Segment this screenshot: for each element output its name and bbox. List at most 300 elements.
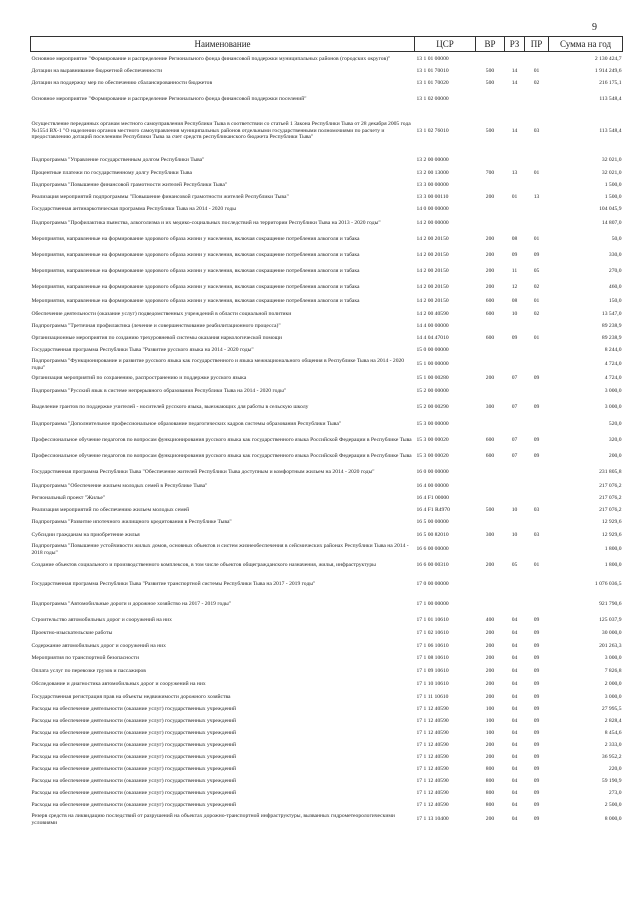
- table-row: [31, 574, 623, 595]
- cell-pr: 03: [533, 507, 540, 514]
- cell-name: Подпрограмма "Дополнительное профессиональное образование педагогических кадров системы образования Республики Тыва": [31, 421, 342, 428]
- cell-rz: 04: [511, 680, 518, 687]
- cell-pr: [525, 385, 549, 398]
- table-row: [31, 493, 623, 505]
- cell-vr: 400: [485, 616, 495, 623]
- cell-vr: 500: [485, 127, 495, 134]
- cell-csr: 17 1 08 10610: [416, 655, 449, 662]
- cell-rz: 04: [511, 616, 518, 623]
- cell-sum: 2 828,4: [604, 718, 622, 725]
- table-row: [31, 740, 623, 752]
- cell-csr: 15 1 00 00280: [416, 375, 449, 382]
- cell-name: Государственная программа Республики Тыва "Развитие транспортной системы Республики Тыва на 2017 - 2019 годы": [31, 580, 316, 587]
- cell-pr: [525, 345, 549, 357]
- cell-name: Основное мероприятие "Формирование и распределение Регионального фонда финансовой поддержки муниципальных районов (городских округов)": [31, 55, 391, 62]
- cell-name: Мероприятия, направленные на формирование здорового образа жизни у населения, включая сокращение потребления алкоголя и табака: [31, 298, 360, 305]
- cell-csr: 15 0 00 00000: [416, 347, 449, 354]
- cell-vr: 200: [485, 562, 495, 569]
- cell-vr: 200: [485, 236, 495, 243]
- cell-rz: 04: [511, 766, 518, 773]
- cell-sum: 3 000,0: [604, 387, 622, 394]
- cell-pr: 09: [533, 667, 540, 674]
- cell-name: Подпрограмма "Повышение финансовой грамотности жителей Республики Тыва": [31, 182, 228, 189]
- cell-sum: 3 000,0: [604, 655, 622, 662]
- cell-vr: 200: [485, 252, 495, 259]
- cell-rz: 10: [511, 531, 518, 538]
- cell-pr: 13: [533, 194, 540, 201]
- cell-rz: [505, 574, 525, 595]
- cell-pr: [525, 90, 549, 109]
- cell-vr: 200: [485, 642, 495, 649]
- header-csr: ЦСР: [415, 37, 476, 52]
- table-row: [31, 204, 623, 216]
- cell-name: Расходы на обеспечение деятельности (оказание услуг) государственных учреждений: [31, 718, 237, 725]
- cell-sum: 89 238,9: [601, 335, 622, 342]
- cell-sum: 2 333,0: [604, 742, 622, 749]
- cell-vr: 600: [485, 437, 495, 444]
- table-row: [31, 280, 623, 296]
- cell-csr: 15 3 00 00000: [416, 421, 449, 428]
- cell-pr: 01: [533, 236, 540, 243]
- cell-sum: 1 800,0: [604, 546, 622, 553]
- table-row: [31, 542, 623, 558]
- cell-pr: [525, 357, 549, 373]
- table-row: [31, 154, 623, 168]
- cell-csr: 15 1 00 00000: [416, 361, 449, 368]
- cell-vr: 600: [485, 335, 495, 342]
- cell-sum: 1 800,0: [604, 562, 622, 569]
- cell-vr: [476, 542, 505, 558]
- cell-pr: 09: [533, 754, 540, 761]
- cell-rz: [505, 216, 525, 232]
- cell-csr: 16 0 00 00000: [416, 469, 449, 476]
- cell-sum: 1 500,0: [604, 182, 622, 189]
- cell-sum: 125 037,9: [599, 616, 622, 623]
- cell-vr: 200: [485, 268, 495, 275]
- cell-rz: 08: [511, 298, 518, 305]
- cell-pr: [525, 481, 549, 493]
- cell-rz: 04: [511, 667, 518, 674]
- cell-rz: 13: [511, 170, 518, 177]
- cell-vr: [476, 216, 505, 232]
- cell-rz: [505, 517, 525, 529]
- cell-sum: 1 500,0: [604, 194, 622, 201]
- cell-vr: [476, 357, 505, 373]
- table-row: [31, 308, 623, 321]
- cell-sum: 270,0: [608, 268, 622, 275]
- cell-name: Государственная программа Республики Тыва "Развитие русского языка на 2014 - 2020 годы": [31, 347, 254, 354]
- cell-rz: [505, 180, 525, 192]
- table-row: [31, 627, 623, 640]
- cell-sum: 220,0: [608, 766, 622, 773]
- cell-pr: [525, 52, 549, 66]
- cell-sum: 32 021,0: [601, 170, 622, 177]
- cell-sum: 520,0: [608, 421, 622, 428]
- cell-sum: 8 000,0: [604, 816, 622, 823]
- cell-sum: 32 021,0: [601, 157, 622, 164]
- cell-csr: 13 1 02 76010: [416, 127, 449, 134]
- cell-name: Мероприятия, направленные на формирование здорового образа жизни у населения, включая сокращение потребления алкоголя и табака: [31, 252, 360, 259]
- table-row: [31, 764, 623, 776]
- table-row: [31, 481, 623, 493]
- table-row: [31, 168, 623, 180]
- cell-vr: [476, 481, 505, 493]
- cell-vr: 800: [485, 766, 495, 773]
- cell-pr: 09: [533, 693, 540, 700]
- header-sum: Сумма на год: [549, 37, 623, 52]
- cell-pr: [525, 595, 549, 614]
- cell-pr: 09: [533, 730, 540, 737]
- cell-pr: 03: [533, 127, 540, 134]
- cell-sum: 2 000,0: [604, 680, 622, 687]
- cell-name: Мероприятия, направленные на формирование здорового образа жизни у населения, включая сокращение потребления алкоголя и табака: [31, 236, 360, 243]
- cell-csr: 14 2 00 00000: [416, 220, 449, 227]
- cell-csr: 15 3 00 00020: [416, 453, 449, 460]
- cell-pr: 09: [533, 375, 540, 382]
- cell-pr: [525, 542, 549, 558]
- cell-csr: 14 4 04 47010: [416, 335, 449, 342]
- cell-pr: 09: [533, 437, 540, 444]
- cell-vr: [476, 204, 505, 216]
- cell-rz: 01: [511, 194, 518, 201]
- cell-rz: 04: [511, 802, 518, 809]
- cell-sum: 217 076,2: [599, 483, 622, 490]
- cell-vr: 600: [485, 298, 495, 305]
- cell-sum: 14 807,0: [601, 220, 622, 227]
- table-row: [31, 232, 623, 248]
- cell-sum: 217 076,2: [599, 507, 622, 514]
- cell-rz: [505, 204, 525, 216]
- cell-rz: 04: [511, 742, 518, 749]
- cell-rz: 09: [511, 335, 518, 342]
- cell-vr: 600: [485, 310, 495, 317]
- cell-name: Дотации на выравнивание бюджетной обеспеченности: [31, 68, 163, 75]
- cell-pr: 09: [533, 802, 540, 809]
- cell-csr: 15 2 00 00290: [416, 403, 449, 410]
- cell-pr: 09: [533, 453, 540, 460]
- cell-csr: 14 0 00 00000: [416, 206, 449, 213]
- cell-vr: 200: [485, 667, 495, 674]
- cell-pr: 09: [533, 778, 540, 785]
- table-row: [31, 716, 623, 728]
- cell-vr: 300: [485, 403, 495, 410]
- header-name: Наименование: [31, 37, 415, 52]
- cell-sum: 8 454,6: [604, 730, 622, 737]
- cell-name: Подпрограмма "Функционирование и развитие русского языка как государственного и языка межнационального общения в Республике Тыва на 2014 - 2020 годы": [31, 358, 405, 371]
- cell-vr: 600: [485, 453, 495, 460]
- cell-pr: [525, 493, 549, 505]
- cell-csr: 15 2 00 00000: [416, 387, 449, 394]
- page-number: 9: [592, 22, 597, 33]
- cell-vr: 800: [485, 802, 495, 809]
- cell-rz: [505, 493, 525, 505]
- cell-sum: 30 000,0: [601, 629, 622, 636]
- table-row: [31, 345, 623, 357]
- table-row: [31, 248, 623, 264]
- cell-rz: 09: [511, 252, 518, 259]
- cell-rz: 04: [511, 693, 518, 700]
- cell-name: Реализация мероприятий подпрограммы "Повышение финансовой грамотности жителей Республики Тыва": [31, 194, 289, 201]
- cell-pr: 03: [533, 531, 540, 538]
- cell-name: Подпрограмма "Третичная профилактика (лечение и совершенствование реабилитационного процесса)": [31, 323, 281, 330]
- cell-sum: 1 076 036,5: [594, 580, 622, 587]
- cell-vr: [476, 465, 505, 481]
- cell-vr: 100: [485, 730, 495, 737]
- cell-sum: 12 929,6: [601, 531, 622, 538]
- cell-name: Подпрограмма "Русский язык в системе непрерывного образования Республики Тыва на 2014 - 2020 годы": [31, 387, 287, 394]
- cell-name: Профессиональное обучение педагогов по вопросам функционирования русского языка как государственного языка Российской Федерации в Республике Тыва: [31, 453, 412, 460]
- cell-vr: [476, 595, 505, 614]
- cell-vr: [476, 385, 505, 398]
- table-row: [31, 321, 623, 333]
- header-pr: ПР: [525, 37, 549, 52]
- cell-csr: 17 1 11 10610: [416, 693, 449, 700]
- cell-sum: 8 244,0: [604, 347, 622, 354]
- cell-sum: 27 995,5: [601, 706, 622, 713]
- cell-vr: 200: [485, 742, 495, 749]
- cell-vr: 200: [485, 194, 495, 201]
- cell-name: Содержание автомобильных дорог и сооружений на них: [31, 642, 166, 649]
- table-row: [31, 296, 623, 308]
- cell-csr: 14 2 00 40590: [416, 310, 449, 317]
- cell-sum: 36 952,2: [601, 754, 622, 761]
- cell-vr: 200: [485, 693, 495, 700]
- cell-csr: 17 1 12 40590: [416, 790, 449, 797]
- cell-sum: 3 000,0: [604, 693, 622, 700]
- cell-sum: 4 724,0: [604, 361, 622, 368]
- cell-csr: 14 2 00 20150: [416, 298, 449, 305]
- cell-name: Государственная антинаркотическая программа Республики Тыва на 2014 - 2020 годы: [31, 206, 236, 213]
- cell-pr: 09: [533, 706, 540, 713]
- cell-sum: 113 548,4: [599, 95, 622, 102]
- cell-pr: 09: [533, 629, 540, 636]
- cell-pr: 09: [533, 642, 540, 649]
- table-row: [31, 800, 623, 812]
- cell-csr: 14 2 00 20150: [416, 236, 449, 243]
- cell-pr: 02: [533, 284, 540, 291]
- cell-name: Основное мероприятие "Формирование и распределение Регионального фонда финансовой поддержки поселений": [31, 95, 307, 102]
- cell-vr: [476, 493, 505, 505]
- cell-rz: 11: [511, 268, 518, 275]
- cell-rz: 04: [511, 816, 518, 823]
- cell-pr: [525, 204, 549, 216]
- cell-vr: 800: [485, 778, 495, 785]
- table-row: [31, 665, 623, 678]
- cell-name: Обеспечение деятельности (оказание услуг) подведомственных учреждений в области социальной политики: [31, 310, 292, 317]
- cell-pr: 01: [533, 68, 540, 75]
- cell-vr: [476, 52, 505, 66]
- cell-name: Региональный проект "Жилье": [31, 495, 106, 502]
- table-row: [31, 812, 623, 828]
- cell-pr: 09: [533, 766, 540, 773]
- cell-rz: 04: [511, 718, 518, 725]
- cell-rz: [505, 52, 525, 66]
- cell-rz: 04: [511, 754, 518, 761]
- cell-pr: 02: [533, 80, 540, 87]
- cell-vr: 700: [485, 170, 495, 177]
- cell-name: Оплата услуг по перевозке грузов и пассажиров: [31, 667, 146, 674]
- cell-name: Подпрограмма "Повышение устойчивости жилых домов, основных объектов и систем жизнеобеспечения в сейсмических районах Республики Тыва на 2014 - 2018 годы": [31, 543, 409, 556]
- cell-vr: [476, 154, 505, 168]
- cell-rz: 08: [511, 236, 518, 243]
- cell-csr: 13 2 00 00000: [416, 157, 449, 164]
- cell-name: Мероприятия, направленные на формирование здорового образа жизни у населения, включая сокращение потребления алкоголя и табака: [31, 284, 360, 291]
- table-row: [31, 66, 623, 78]
- table-body: [31, 52, 623, 828]
- cell-sum: 3 000,0: [604, 403, 622, 410]
- cell-pr: 01: [533, 298, 540, 305]
- cell-sum: 460,0: [608, 284, 622, 291]
- cell-csr: 14 2 00 20150: [416, 268, 449, 275]
- cell-vr: 200: [485, 816, 495, 823]
- cell-name: Субсидии гражданам на приобретение жилья: [31, 531, 140, 538]
- table-row: [31, 264, 623, 280]
- cell-name: Мероприятия по транспортной безопасности: [31, 655, 139, 662]
- cell-csr: 13 2 00 13000: [416, 170, 449, 177]
- cell-vr: [476, 345, 505, 357]
- cell-name: Проектно-изыскательские работы: [31, 629, 113, 636]
- cell-rz: [505, 90, 525, 109]
- cell-name: Профессиональное обучение педагогов по вопросам функционирования русского языка как государственного языка Российской Федерации в Республике Тыва: [31, 437, 412, 444]
- cell-vr: 200: [485, 629, 495, 636]
- cell-vr: 800: [485, 790, 495, 797]
- cell-csr: 17 1 12 40590: [416, 706, 449, 713]
- cell-pr: 09: [533, 718, 540, 725]
- cell-csr: 13 1 01 00000: [416, 55, 449, 62]
- cell-pr: [525, 154, 549, 168]
- cell-pr: 05: [533, 268, 540, 275]
- cell-csr: 13 1 02 00000: [416, 95, 449, 102]
- table-row: [31, 449, 623, 465]
- cell-rz: 04: [511, 655, 518, 662]
- table-row: [31, 180, 623, 192]
- table-row: [31, 433, 623, 449]
- cell-vr: 200: [485, 680, 495, 687]
- cell-csr: 17 1 12 40590: [416, 718, 449, 725]
- cell-csr: 17 1 01 10610: [416, 616, 449, 623]
- cell-rz: 14: [511, 68, 518, 75]
- cell-rz: [505, 595, 525, 614]
- cell-sum: 231 805,8: [599, 469, 622, 476]
- cell-sum: 2 130 424,7: [594, 55, 622, 62]
- cell-csr: 13 1 01 70010: [416, 68, 449, 75]
- cell-rz: [505, 465, 525, 481]
- cell-pr: 09: [533, 680, 540, 687]
- cell-name: Расходы на обеспечение деятельности (оказание услуг) государственных учреждений: [31, 742, 237, 749]
- cell-name: Обследование и диагностика автомобильных дорог и сооружений на них: [31, 680, 206, 687]
- cell-name: Создание объектов социального и производственного комплексов, в том числе объектов общегражданского назначения, жилья, инфраструктуры: [31, 562, 376, 569]
- table-row: [31, 357, 623, 373]
- cell-sum: 150,0: [608, 298, 622, 305]
- cell-csr: 14 2 00 20150: [416, 284, 449, 291]
- cell-rz: 05: [511, 562, 518, 569]
- cell-vr: [476, 90, 505, 109]
- cell-pr: 02: [533, 310, 540, 317]
- cell-rz: 04: [511, 629, 518, 636]
- cell-csr: 17 1 12 40590: [416, 730, 449, 737]
- cell-csr: 17 1 12 40590: [416, 802, 449, 809]
- header-rz: РЗ: [505, 37, 525, 52]
- cell-csr: 17 1 13 10400: [416, 816, 449, 823]
- cell-sum: 273,0: [608, 790, 622, 797]
- cell-csr: 16 6 00 00310: [416, 562, 449, 569]
- cell-csr: 13 1 01 70020: [416, 80, 449, 87]
- cell-csr: 13 3 00 00110: [416, 194, 449, 201]
- table-row: [31, 465, 623, 481]
- table-row: [31, 385, 623, 398]
- cell-name: Дотации на поддержку мер по обеспечению сбалансированности бюджетов: [31, 80, 213, 87]
- table-row: [31, 78, 623, 90]
- cell-name: Организационные мероприятия по созданию трехуровневой системы оказания наркологической помощи: [31, 335, 282, 342]
- cell-rz: 04: [511, 790, 518, 797]
- cell-pr: 01: [533, 562, 540, 569]
- cell-rz: [505, 345, 525, 357]
- table-row: [31, 398, 623, 417]
- cell-vr: 100: [485, 706, 495, 713]
- table-row: [31, 776, 623, 788]
- cell-name: Расходы на обеспечение деятельности (оказание услуг) государственных учреждений: [31, 766, 237, 773]
- cell-vr: 500: [485, 507, 495, 514]
- cell-rz: 07: [511, 375, 518, 382]
- table-row: [31, 653, 623, 665]
- cell-sum: 217 076,2: [599, 495, 622, 502]
- cell-pr: [525, 321, 549, 333]
- cell-vr: 200: [485, 655, 495, 662]
- table-row: [31, 417, 623, 433]
- table-row: [31, 704, 623, 716]
- table-row: [31, 90, 623, 109]
- cell-csr: 17 1 10 10610: [416, 680, 449, 687]
- cell-rz: 10: [511, 310, 518, 317]
- cell-pr: 09: [533, 742, 540, 749]
- cell-pr: 09: [533, 616, 540, 623]
- cell-csr: 16 4 F1 00000: [416, 495, 449, 502]
- cell-name: Мероприятия, направленные на формирование здорового образа жизни у населения, включая сокращение потребления алкоголя и табака: [31, 268, 360, 275]
- cell-pr: [525, 180, 549, 192]
- cell-rz: [505, 417, 525, 433]
- cell-name: Расходы на обеспечение деятельности (оказание услуг) государственных учреждений: [31, 790, 237, 797]
- cell-rz: [505, 481, 525, 493]
- cell-sum: 2 500,0: [604, 802, 622, 809]
- cell-sum: 320,0: [608, 437, 622, 444]
- table-row: [31, 691, 623, 704]
- table-row: [31, 517, 623, 529]
- cell-pr: 01: [533, 170, 540, 177]
- cell-name: Выделение грантов по поддержке учителей - носителей русского языка, выезжающих для работы в сельскую школу: [31, 403, 309, 410]
- cell-csr: 14 2 00 20150: [416, 252, 449, 259]
- cell-vr: 500: [485, 80, 495, 87]
- cell-pr: [525, 216, 549, 232]
- table-row: [31, 788, 623, 800]
- cell-sum: 12 929,6: [601, 519, 622, 526]
- cell-name: Расходы на обеспечение деятельности (оказание услуг) государственных учреждений: [31, 778, 237, 785]
- cell-sum: 104 045,9: [599, 206, 622, 213]
- cell-rz: 12: [511, 284, 518, 291]
- cell-rz: 04: [511, 778, 518, 785]
- table-row: [31, 595, 623, 614]
- cell-pr: 01: [533, 335, 540, 342]
- cell-vr: 300: [485, 531, 495, 538]
- cell-rz: [505, 385, 525, 398]
- cell-sum: 4 724,0: [604, 375, 622, 382]
- cell-sum: 13 547,0: [601, 310, 622, 317]
- cell-sum: 89 238,9: [601, 323, 622, 330]
- table-row: [31, 109, 623, 154]
- cell-rz: [505, 154, 525, 168]
- table-row: [31, 678, 623, 691]
- cell-sum: 7 826,8: [604, 667, 622, 674]
- cell-name: Реализация мероприятий по обеспечению жильем молодых семей: [31, 507, 190, 514]
